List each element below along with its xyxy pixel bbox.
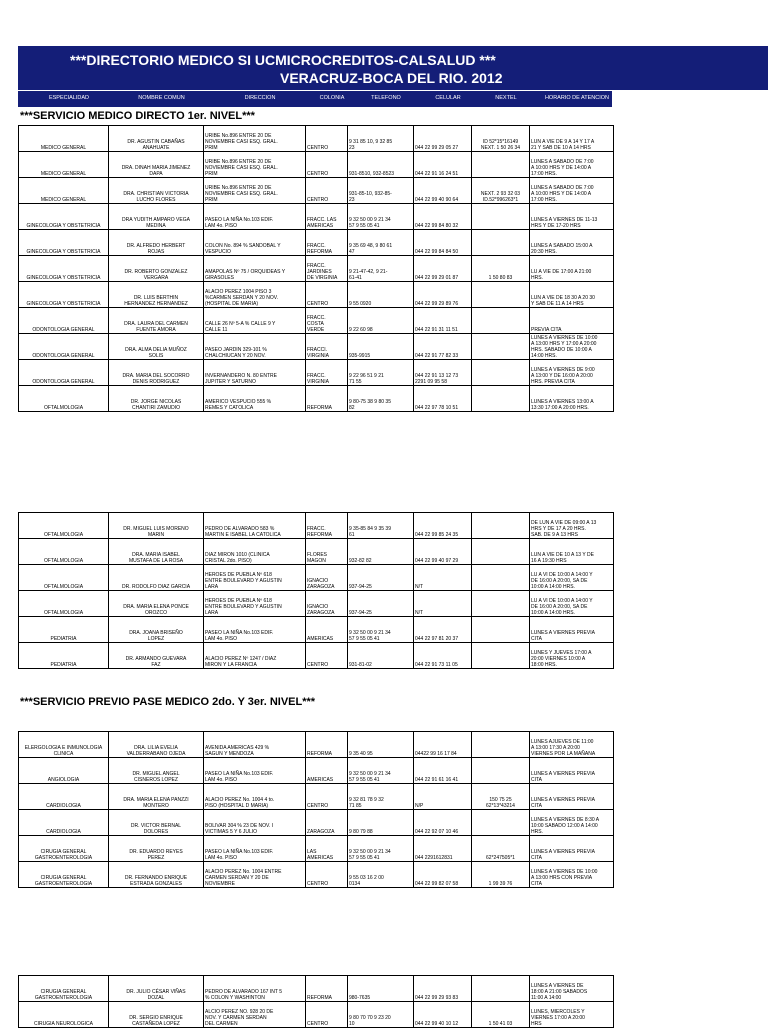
document-subtitle: VERACRUZ-BOCA DEL RIO. 2012 (280, 70, 503, 86)
cell-col: REFORMA (306, 386, 348, 412)
table-row (19, 178, 614, 204)
cell-nex (472, 810, 530, 836)
cell-esp: GINECOLOGIA Y OBSTETRICIA (19, 282, 109, 308)
cell-hor: LUNES A VIERNES DE 11-13 HRS Y DE 17-20 HRS (530, 204, 614, 230)
table-row (19, 230, 614, 256)
cell-dir: ALACIO PEREZ No. 1004 4 to. PISO (HOSPITAL D MARIA) (204, 784, 306, 810)
cell-col: FRACC. JARDINES DE VIRGINIA (306, 256, 348, 282)
cell-nex (472, 360, 530, 386)
cell-hor: DE LUN A VIE DE 09:00 A 13 HRS Y DE 17 A 20 HRS. SAB. DE 9 A 13 HRS (530, 513, 614, 539)
cell-dir: DIAZ MIRON 1010 (CLINICA CRISTAL 2do. PISO) (204, 539, 306, 565)
cell-cel: 044 22 99 40 97 29 (414, 539, 472, 565)
table-row (19, 643, 614, 669)
cell-col: CENTRO (306, 1002, 348, 1028)
cell-nom: DRA. MARIA ELENA PONCE OROZCO (109, 591, 204, 617)
cell-dir: HEROES DE PUEBLA Nº 618 ENTRE BOULEVARD Y AGUSTIN LARA (204, 565, 306, 591)
cell-col: AMERICAS (306, 617, 348, 643)
cell-tel: 9 35-85 84 9 35 39 61 (348, 513, 414, 539)
cell-cel: 044 22 91 13 12 73 2291 09 95 58 (414, 360, 472, 386)
cell-col: FRACC. REFORMA (306, 230, 348, 256)
cell-col: AMERICAS (306, 758, 348, 784)
cell-hor: LUNES A SABADO DE 7:00 A 10:00 HRS Y DE 14:00 A 17:00 HRS. (530, 152, 614, 178)
cell-esp: CARDIOLOGIA (19, 810, 109, 836)
cell-nom: DRA. LILIA EVELIA VALDERRABANO OJEDA (109, 732, 204, 758)
cell-tel: 931-81-02 (348, 643, 414, 669)
cell-hor: LUNES A VIERNES PREVIA CITA (530, 836, 614, 862)
cell-tel: 931-85-10, 932-85- 23 (348, 178, 414, 204)
cell-esp: GINECOLOGIA Y OBSTETRICIA (19, 256, 109, 282)
table-row (19, 360, 614, 386)
cell-tel: 9 32 50 00 9 21 34 57 9 55 05 41 (348, 617, 414, 643)
cell-col: FRACCI. VIRGINIA (306, 334, 348, 360)
cell-cel: 044 2291612831 (414, 836, 472, 862)
cell-nex: ID 52*15*16149 NEXT. 1 50 26 34 (472, 126, 530, 152)
cell-nex (472, 386, 530, 412)
cell-col: REFORMA (306, 976, 348, 1002)
table-row (19, 617, 614, 643)
cell-col: CENTRO (306, 643, 348, 669)
col-direccion: DIRECCION (244, 95, 276, 101)
cell-col: CENTRO (306, 282, 348, 308)
cell-esp: PEDIATRIA (19, 617, 109, 643)
cell-dir: AMAPOLAS Nº 75 / ORQUIDEAS Y GIRASOLES (204, 256, 306, 282)
cell-tel: 937-94-25 (348, 591, 414, 617)
cell-tel: 9 80-75 38 9 80 35 82 (348, 386, 414, 412)
cell-nom: DRA YUDITH AMPARO VEGA MEDINA (109, 204, 204, 230)
cell-hor: LUN A VIE DE 10 A 13 Y DE 16 A 19:30 HRS (530, 539, 614, 565)
col-especialidad: ESPECIALIDAD (48, 95, 90, 101)
cell-esp: ODONTOLOGIA GENERAL (19, 334, 109, 360)
cell-tel: 9 32 81 78 9 32 71 85 (348, 784, 414, 810)
cell-nex (472, 513, 530, 539)
cell-nom: DR. LUIS BERTHIN HERNANDEZ HERNANDEZ (109, 282, 204, 308)
cell-esp: OFTALMOLOGIA (19, 513, 109, 539)
cell-hor: LUNES A VIERNES DE 18:00 A 21:00 SABADOS 11:00 A 14:00 (530, 976, 614, 1002)
cell-nex: 1 50 80 83 (472, 256, 530, 282)
cell-nom: DR. SERGIO ENRIQUE CASTAÑEDA LOPEZ (109, 1002, 204, 1028)
cell-cel: 044 22 99 29 89 76 (414, 282, 472, 308)
cell-cel: 044 22 97 78 10 51 (414, 386, 472, 412)
cell-cel: 044 22 99 84 84 50 (414, 230, 472, 256)
table-row (19, 386, 614, 412)
cell-esp: ANGIOLOGIA (19, 758, 109, 784)
cell-col: CENTRO (306, 126, 348, 152)
cell-hor: LUNES A VIERNES DE 10:00 A 13:00 HRS Y 17:00 A 20:00 HRS. SABADO DE 10:00 A 14:00 HRS. (530, 334, 614, 360)
table-row (19, 152, 614, 178)
cell-nex: 62*247505*1 (472, 836, 530, 862)
cell-hor: LUN A VIE DE 9 A 14 Y 17 A 21 Y SAB DE 10 A 14 HRS (530, 126, 614, 152)
cell-dir: HEROES DE PUEBLA Nº 618 ENTRE BOULEVARD Y AGUSTIN LARA (204, 591, 306, 617)
cell-tel: 9 35 69 48, 9 80 61 47 (348, 230, 414, 256)
cell-tel: 9 35 40 95 (348, 732, 414, 758)
cell-cel: 044 22 91 31 11 51 (414, 308, 472, 334)
col-telefono: TELEFONO (371, 95, 401, 101)
cell-esp: CARDIOLOGIA (19, 784, 109, 810)
cell-col: IGNACIO ZARAGOZA (306, 565, 348, 591)
cell-col: CENTRO (306, 784, 348, 810)
cell-col: LAS AMERICAS (306, 836, 348, 862)
cell-esp: CIRUGIA NEUROLOGICA (19, 1002, 109, 1028)
table-row (19, 308, 614, 334)
cell-tel: 9 32 50 00 9 21 34 57 9 55 05 41 (348, 836, 414, 862)
section-title-segundo-nivel: ***SERVICIO PREVIO PASE MEDICO 2do. Y 3er. NIVEL*** (20, 696, 316, 708)
cell-dir: ALCIO PEREZ NO. 928 20 DE NOV. Y CARMEN SERDAN DEL CARMEN (204, 1002, 306, 1028)
cell-esp: GINECOLOGIA Y OBSTETRICIA (19, 230, 109, 256)
directory-table-primer-nivel (18, 125, 614, 412)
cell-tel: 9 31 85 10, 9 32 85 23 (348, 126, 414, 152)
cell-cel: 044 22 91 77 82 33 (414, 334, 472, 360)
cell-tel: 935-9915 (348, 334, 414, 360)
cell-col: FRACC. COSTA VERDE (306, 308, 348, 334)
cell-cel: 044 22 99 84 80 32 (414, 204, 472, 230)
cell-nex: 150 75 25 62*13*43214 (472, 784, 530, 810)
cell-dir: URIBE No.896 ENTRE 20 DE NOVIEMBRE CASI ESQ. GRAL. PRIM (204, 126, 306, 152)
cell-col: FRACC. LAS AMERICAS (306, 204, 348, 230)
cell-cel: 044 22 99 29 01 87 (414, 256, 472, 282)
cell-esp: OFTALMOLOGIA (19, 591, 109, 617)
cell-nex (472, 617, 530, 643)
cell-nom: DRA. ALMA DELIA MUÑOZ SOLIS (109, 334, 204, 360)
cell-tel: 931-8510, 932-8523 (348, 152, 414, 178)
col-horario: HORARIO DE ATENCION (544, 95, 610, 101)
cell-tel: 9 55 03 16 2 00 0134 (348, 862, 414, 888)
cell-nex (472, 758, 530, 784)
cell-esp: MEDICO GENERAL (19, 178, 109, 204)
cell-tel: 9 22 60 98 (348, 308, 414, 334)
cell-nom: DRA. MARIA ELENA PANZZI MONTERO (109, 784, 204, 810)
cell-hor: LUNES A VIERNES 13:00 A 13:30 17:00 A 20:00 HRS. (530, 386, 614, 412)
cell-cel: 044 22 99 40 90 64 (414, 178, 472, 204)
cell-nom: DRA. MARIA DEL SOCORRO DENIS RODRIGUEZ (109, 360, 204, 386)
cell-nex: 1 50 41 03 (472, 1002, 530, 1028)
cell-col: CENTRO (306, 152, 348, 178)
table-row (19, 282, 614, 308)
cell-dir: ALACIO PEREZ 1004 PISO 3 %CARMEN SERDAN Y 20 NOV. (HOSPITAL DE MARIA) (204, 282, 306, 308)
cell-hor: LU A VI DE 10:00 A 14:00 Y DE 16:00 A 20:00, SA DE 10:00 A 14:00 HRS. (530, 591, 614, 617)
cell-nom: DR. EDUARDO REYES PEREZ (109, 836, 204, 862)
cell-nom: DR. ALFREDO HERBERT ROJAS (109, 230, 204, 256)
cell-col: FLORES MAGON (306, 539, 348, 565)
cell-dir: PASEO LA NIÑA No.103 EDIF. LAM 4o. PISO (204, 204, 306, 230)
directory-table-page2 (18, 512, 614, 669)
cell-nex (472, 308, 530, 334)
table-row (19, 126, 614, 152)
cell-esp: CIRUGIA GENERAL GASTROENTEROLOGIA (19, 862, 109, 888)
cell-dir: INVERNANDERO N. 80 ENTRE JUPITER Y SATURNO (204, 360, 306, 386)
cell-cel: N/T (414, 591, 472, 617)
cell-nom: DRA. DINAH MARIA JIMENEZ DAPA (109, 152, 204, 178)
cell-col: FRACC. VIRGINIA (306, 360, 348, 386)
cell-col: CENTRO (306, 178, 348, 204)
cell-esp: ODONTOLOGIA GENERAL (19, 360, 109, 386)
cell-tel: 9 55 0920 (348, 282, 414, 308)
cell-esp: OFTALMOLOGIA (19, 539, 109, 565)
cell-col: IGNACIO ZARAGOZA (306, 591, 348, 617)
cell-hor: LU A VI DE 10:00 A 14:00 Y DE 16:00 A 20:00, SA DE 10:00 A 14:00 HRS. (530, 565, 614, 591)
cell-hor: LUNES A VIERNES PREVIA CITA (530, 784, 614, 810)
cell-cel: 044 22 99 82 07 58 (414, 862, 472, 888)
cell-esp: ELERGOLOGIA E INMUNOLOGIA CLINICA (19, 732, 109, 758)
col-celular: CELULAR (435, 95, 461, 101)
cell-cel: 044 22 91 73 11 05 (414, 643, 472, 669)
cell-dir: AVENIDA AMERICAS 429 % SAGUN Y MENDOZA (204, 732, 306, 758)
table-row (19, 539, 614, 565)
cell-dir: PEDRO DE ALVARADO 583 % MARTIN E ISABEL LA CATOLICA (204, 513, 306, 539)
cell-cel: 044 22 99 29 05 27 (414, 126, 472, 152)
cell-nom: DRA. CHRISTIAN VICTORIA LUCHO FLORES (109, 178, 204, 204)
cell-tel: 9 32 50 00 9 21 34 57 9 55 05 41 (348, 204, 414, 230)
section-title-primer-nivel: ***SERVICIO MEDICO DIRECTO 1er. NIVEL*** (20, 110, 255, 122)
cell-tel: 9 80 79 88 (348, 810, 414, 836)
cell-dir: BOLIVAR 304 % 23 DE NOV. I VICTIMAS 5 Y 6 JULIO (204, 810, 306, 836)
cell-tel: 937-94-25 (348, 565, 414, 591)
table-row (19, 862, 614, 888)
cell-cel: 04422 99 16 17 84 (414, 732, 472, 758)
cell-nom: DR. JORGE NICOLAS CHANTIRI ZAMUDIO (109, 386, 204, 412)
cell-tel: 9 21-47-42, 9 21- 61-41 (348, 256, 414, 282)
cell-esp: CIRUGIA GENERAL GASTROENTEROLOGIA (19, 976, 109, 1002)
cell-nom: DRA. LAURA DEL CARMEN FUENTE AMORA (109, 308, 204, 334)
cell-dir: PASEO LA NIÑA No.103 EDIF. LAM 4o. PISO (204, 617, 306, 643)
table-row (19, 256, 614, 282)
cell-hor: LUNES A VIERNES DE 10:00 A 13:00 HRS CON PREVIA CITA (530, 862, 614, 888)
table-row (19, 810, 614, 836)
cell-dir: AMERICO VESPUCIO 555 % REMES Y CATOLICA (204, 386, 306, 412)
col-colonia: COLONIA (319, 95, 345, 101)
cell-esp: PEDIATRIA (19, 643, 109, 669)
cell-cel: 044 22 92 07 10 46 (414, 810, 472, 836)
cell-dir: PASEO LA NIÑA No.103 EDIF. LAM 4o. PISO (204, 758, 306, 784)
column-header-bar (18, 91, 612, 107)
cell-nex (472, 643, 530, 669)
cell-hor: LUNES Y JUEVES 17:00 A 20:00 VIERNES 10:00 A 18:00 HRS. (530, 643, 614, 669)
cell-tel: 980-7635 (348, 976, 414, 1002)
cell-nex (472, 204, 530, 230)
table-row (19, 513, 614, 539)
cell-cel: 044 22 99 29 93 83 (414, 976, 472, 1002)
cell-nex (472, 334, 530, 360)
cell-esp: ODONTOLOGIA GENERAL (19, 308, 109, 334)
cell-dir: ALACIO PEREZ No. 1004 ENTRE CARMEN SERDAN Y 20 DE NOVIEMBRE (204, 862, 306, 888)
cell-nom: DRA. JOANA BRISEÑO LOPEZ (109, 617, 204, 643)
cell-dir: URIBE No.896 ENTRE 20 DE NOVIEMBRE CASI ESQ. GRAL. PRIM (204, 178, 306, 204)
cell-nex (472, 976, 530, 1002)
cell-tel: 932-82 82 (348, 539, 414, 565)
cell-dir: COLON No. 894 % SANDOBAL Y VESPUCIO (204, 230, 306, 256)
cell-hor: LUNES AJUEVES DE 11:00 A 13:00 17:30 A 20:00 VIERNES POR LA MAÑANA (530, 732, 614, 758)
cell-nom: DR. ROBERTO GONZALEZ VERGARA (109, 256, 204, 282)
table-row (19, 565, 614, 591)
cell-hor: LUNES A SABADO 15:00 A 20:30 HRS. (530, 230, 614, 256)
cell-nom: DR. VICTOR BERNAL DOLORES (109, 810, 204, 836)
cell-esp: MEDICO GENERAL (19, 126, 109, 152)
cell-cel: 044 22 99 40 10 12 (414, 1002, 472, 1028)
cell-esp: OFTALMOLOGIA (19, 565, 109, 591)
cell-col: FRACC. REFORMA (306, 513, 348, 539)
col-nextel: NEXTEL (495, 95, 517, 101)
cell-dir: PEDRO DE ALVARADO 167 INT 5 % COLON Y WASHINTON (204, 976, 306, 1002)
table-row (19, 976, 614, 1002)
cell-cel: 044 22 91 16 24 51 (414, 152, 472, 178)
cell-nex (472, 565, 530, 591)
document-header (18, 46, 768, 90)
cell-cel: 044 22 97 81 20 37 (414, 617, 472, 643)
cell-nex (472, 539, 530, 565)
cell-col: CENTRO (306, 862, 348, 888)
cell-nom: DR. ARMANDO GUEVARA FAZ (109, 643, 204, 669)
cell-hor: LUNES A VIERNES PREVIA CITA (530, 758, 614, 784)
cell-esp: OFTALMOLOGIA (19, 386, 109, 412)
cell-nex (472, 282, 530, 308)
cell-hor: LUNES, MIERCOLES Y VIERNES 17:00 A 20:00 HRS (530, 1002, 614, 1028)
cell-esp: MEDICO GENERAL (19, 152, 109, 178)
cell-tel: 9 32 50 00 9 21 34 57 9 55 05 41 (348, 758, 414, 784)
cell-hor: LU A VIE DE 17:00 A 21:00 HRS. (530, 256, 614, 282)
cell-esp: GINECOLOGIA Y OBSTETRICIA (19, 204, 109, 230)
cell-hor: PREVIA CITA (530, 308, 614, 334)
cell-hor: LUNES A SABADO DE 7:00 A 10:00 HRS Y DE 14:00 A 17:00 HRS. (530, 178, 614, 204)
col-nombre: NOMBRE COMUN (138, 95, 185, 101)
directory-table-page3 (18, 975, 614, 1028)
cell-nom: DR. FERNANDO ENRIQUE ESTRADA GONZALES (109, 862, 204, 888)
cell-hor: LUNES A VIERNES DE 8:30 A 10:00 SABADO 12:00 A 14:00 HRS. (530, 810, 614, 836)
table-row (19, 784, 614, 810)
cell-hor: LUN A VIE DE 18 30 A 20 30 Y SAB DE 11 A 14 HRS (530, 282, 614, 308)
cell-hor: LUNES A VIERNES PREVIA CITA (530, 617, 614, 643)
cell-nom: DR. JULIO CÉSAR VIÑAS DOZAL (109, 976, 204, 1002)
table-row (19, 334, 614, 360)
table-row (19, 758, 614, 784)
cell-esp: CIRUGIA GENERAL GASTROENTEROLOGIA (19, 836, 109, 862)
cell-nom: DR. AGUSTIN CABAÑAS ANAHUATE (109, 126, 204, 152)
cell-dir: CALLE 26 Nº 5-A % CALLE 9 Y CALLE 11 (204, 308, 306, 334)
cell-nom: DR. MIGUEL LUIS MORENO MARIN (109, 513, 204, 539)
cell-col: REFORMA (306, 732, 348, 758)
cell-nex: 1 99 39 76 (472, 862, 530, 888)
table-row (19, 836, 614, 862)
cell-nex (472, 152, 530, 178)
document-title: ***DIRECTORIO MEDICO SI UCMICROCREDITOS-CALSALUD *** (70, 52, 496, 68)
cell-cel: N/P (414, 784, 472, 810)
cell-dir: PASEO JARDIN 329-101 % CHALCHIUCAN Y 20 NOV. (204, 334, 306, 360)
cell-cel: 044 22 91 61 16 41 (414, 758, 472, 784)
table-row (19, 591, 614, 617)
cell-nex (472, 732, 530, 758)
cell-nex (472, 591, 530, 617)
cell-nom: DRA. MARIA ISABEL MUSTAFA DE LA ROSA (109, 539, 204, 565)
cell-col: ZARAGOZA (306, 810, 348, 836)
cell-nom: DR. MIGUEL ANGEL CISNEROS LOPEZ (109, 758, 204, 784)
cell-nex: NEXT. 2 93 32 03 ID.52*996263*1 (472, 178, 530, 204)
table-row (19, 204, 614, 230)
table-row (19, 732, 614, 758)
cell-nex (472, 230, 530, 256)
cell-dir: ALACIO PEREZ Nº 1247 / DIAZ MIRON Y LA FRANCIA (204, 643, 306, 669)
cell-hor: LUNES A VIERNES DE 9:00 A 13:00 Y DE 16:00 A 20:00 HRS. PREVIA CITA (530, 360, 614, 386)
cell-cel: N/T (414, 565, 472, 591)
cell-tel: 9 80 70 70 9 23 20 10 (348, 1002, 414, 1028)
cell-dir: URIBE No.896 ENTRE 20 DE NOVIEMBRE CASI ESQ. GRAL. PRIM (204, 152, 306, 178)
cell-dir: PASEO LA NIÑA No.103 EDIF. LAM 4o. PISO (204, 836, 306, 862)
directory-table-segundo-nivel (18, 731, 614, 888)
cell-tel: 9 22 96 51 9 21 71 55 (348, 360, 414, 386)
cell-cel: 044 22 99 85 24 35 (414, 513, 472, 539)
cell-nom: DR. RODOLFO DIAZ GARCIA (109, 565, 204, 591)
